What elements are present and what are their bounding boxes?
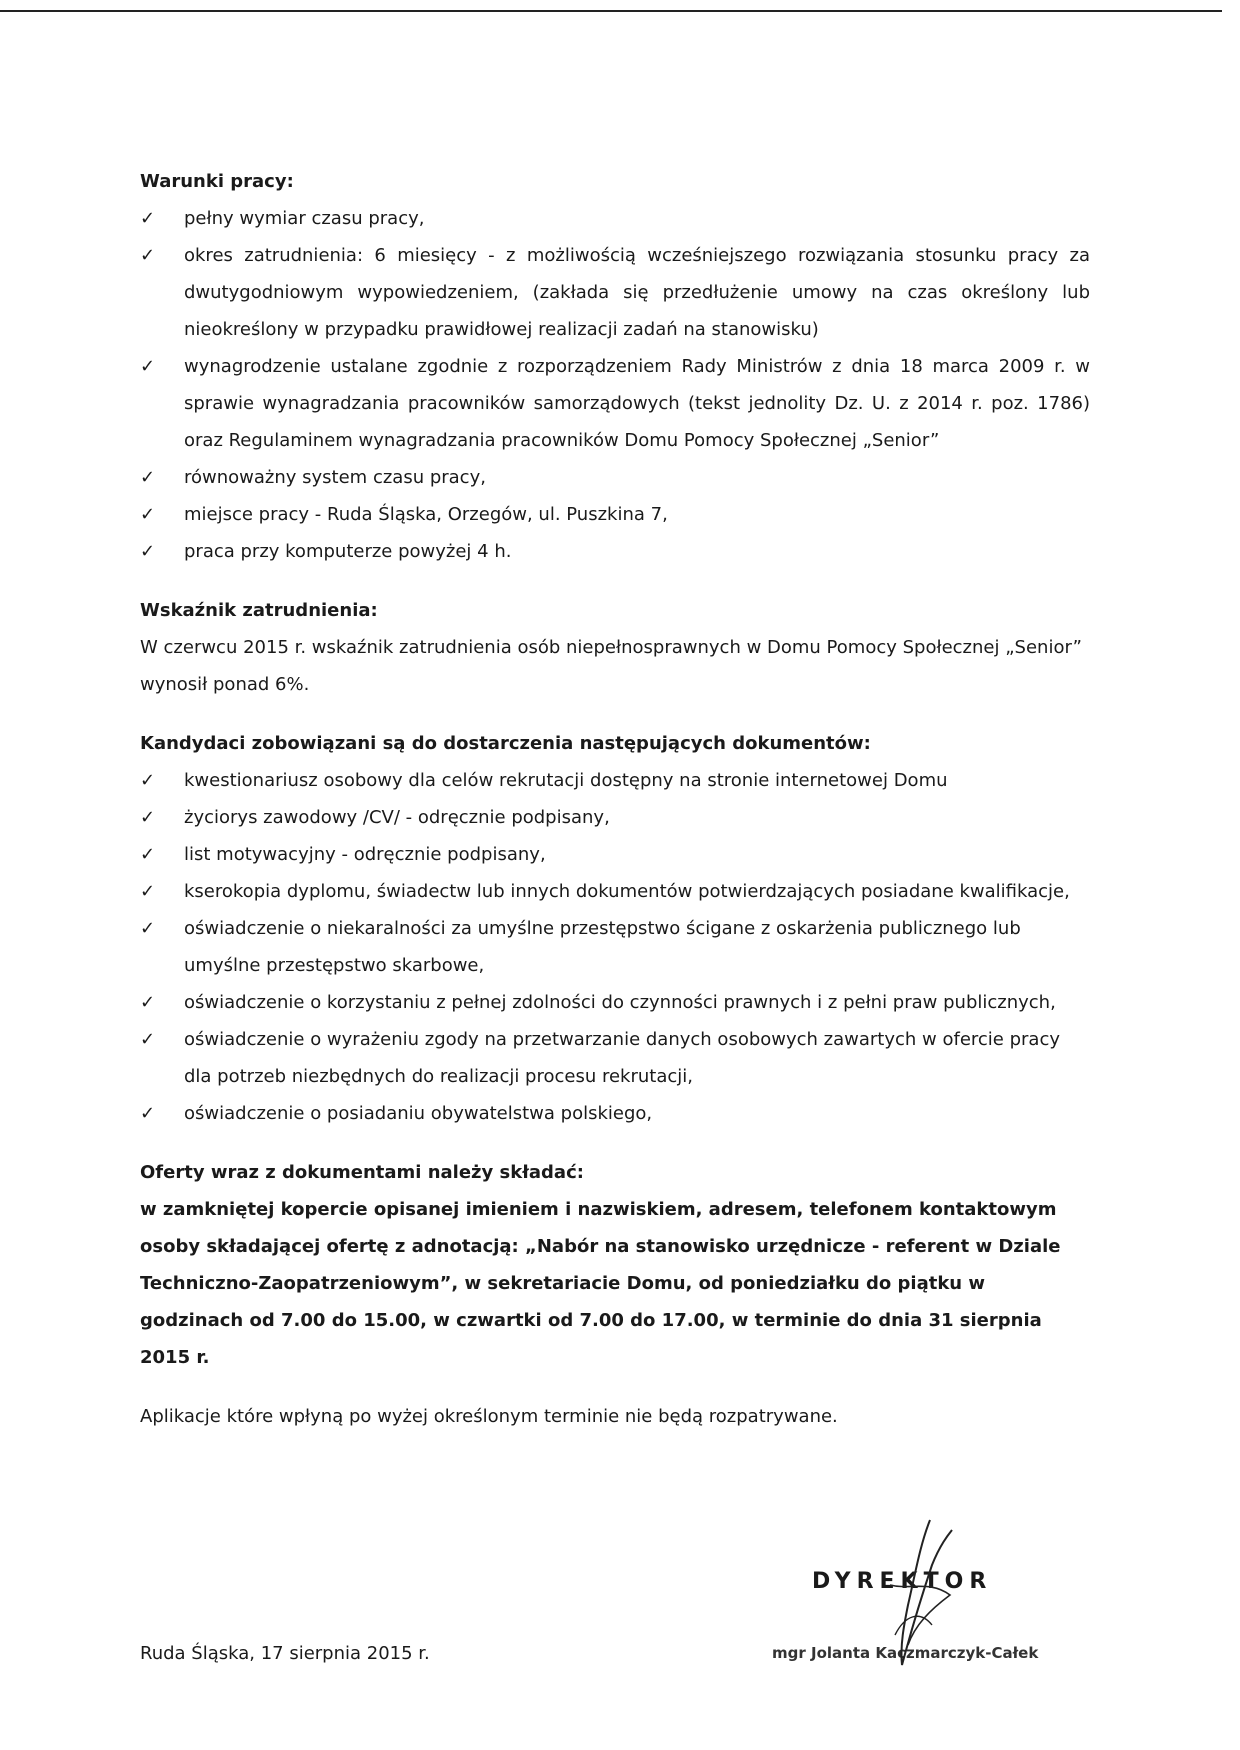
- signature-block: [140, 1535, 1090, 1665]
- list-item: [140, 1095, 1090, 1132]
- list-item: [140, 762, 1090, 799]
- section-employment-index: [140, 592, 1090, 703]
- check-icon: ✓: [140, 208, 156, 229]
- list-item: [140, 1021, 1090, 1095]
- check-icon: ✓: [140, 541, 156, 562]
- handwritten-signature: [860, 1515, 970, 1675]
- place-date: Ruda Śląska, 17 sierpnia 2015 r.: [140, 1643, 430, 1664]
- check-icon: ✓: [140, 1029, 156, 1050]
- list-item: [140, 873, 1090, 910]
- documents-heading: Kandydaci zobowiązani są do dostarczenia następujących dokumentów:: [140, 733, 871, 754]
- list-item: [140, 836, 1090, 873]
- check-icon: ✓: [140, 881, 156, 902]
- list-item: [140, 348, 1090, 459]
- check-icon: ✓: [140, 992, 156, 1013]
- list-item-text: pełny wymiar czasu pracy,: [184, 208, 425, 229]
- employment-index-heading: Wskaźnik zatrudnienia:: [140, 600, 378, 621]
- check-icon: ✓: [140, 467, 156, 488]
- check-icon: ✓: [140, 356, 156, 377]
- list-item-text: oświadczenie o posiadaniu obywatelstwa polskiego,: [184, 1103, 653, 1124]
- list-item: [140, 459, 1090, 496]
- list-item-text: oświadczenie o wyrażeniu zgody na przetwarzanie danych osobowych zawartych w ofercie pracy dla potrzeb niezbędnych do realizacji procesu rekrutacji,: [184, 1029, 1061, 1087]
- check-icon: ✓: [140, 245, 156, 266]
- check-icon: ✓: [140, 770, 156, 791]
- deadline-note: Aplikacje które wpłyną po wyżej określonym terminie nie będą rozpatrywane.: [140, 1406, 838, 1427]
- list-item-text: oświadczenie o niekaralności za umyślne przestępstwo ścigane z oskarżenia publicznego lub umyślne przestępstwo skarbowe,: [184, 918, 1021, 976]
- list-item: [140, 237, 1090, 348]
- check-icon: ✓: [140, 504, 156, 525]
- list-item: [140, 984, 1090, 1021]
- check-icon: ✓: [140, 844, 156, 865]
- check-icon: ✓: [140, 1103, 156, 1124]
- list-item-text: równoważny system czasu pracy,: [184, 467, 486, 488]
- list-item: [140, 799, 1090, 836]
- list-item-text: miejsce pracy - Ruda Śląska, Orzegów, ul. Puszkina 7,: [184, 504, 668, 525]
- list-item-text: praca przy komputerze powyżej 4 h.: [184, 541, 512, 562]
- list-item-text: życiorys zawodowy /CV/ - odręcznie podpisany,: [184, 807, 610, 828]
- list-item-text: list motywacyjny - odręcznie podpisany,: [184, 844, 546, 865]
- list-item-text: kwestionariusz osobowy dla celów rekrutacji dostępny na stronie internetowej Domu: [184, 770, 948, 791]
- list-item-text: okres zatrudnienia: 6 miesięcy - z możliwością wcześniejszego rozwiązania stosunku pracy za dwutygodniowym wypowiedzeniem, (zakłada się przedłużenie umowy na czas określony lub nieokreślony w przypadku prawidłowej realizacji zadań na stanowisku): [184, 245, 1090, 340]
- list-item: [140, 533, 1090, 570]
- section-conditions: [140, 163, 1090, 570]
- check-icon: ✓: [140, 918, 156, 939]
- list-item-text: oświadczenie o korzystaniu z pełnej zdolności do czynności prawnych i z pełni praw publicznych,: [184, 992, 1056, 1013]
- document-body: [140, 163, 1090, 1435]
- list-item-text: kserokopia dyplomu, świadectw lub innych dokumentów potwierdzających posiadane kwalifikacje,: [184, 881, 1070, 902]
- list-item-text: wynagrodzenie ustalane zgodnie z rozporządzeniem Rady Ministrów z dnia 18 marca 2009 r. w sprawie wynagradzania pracowników samorządowych (tekst jednolity Dz. U. z 2014 r. poz. 1786) oraz Regulaminem wynagradzania pracowników Domu Pomocy Społecznej „Senior”: [184, 356, 1090, 451]
- submission-text: w zamkniętej kopercie opisanej imieniem i nazwiskiem, adresem, telefonem kontaktowym osoby składającej ofertę z adnotacją: „Nabór na stanowisko urzędnicze - referent w Dziale Techniczno-Zaopatrzeniowym”, w sekretariacie Domu, od poniedziałku do piątku w godzinach od 7.00 do 15.00, w czwartki od 7.00 do 17.00, w terminie do dnia 31 sierpnia 2015 r.: [140, 1199, 1061, 1368]
- conditions-heading: Warunki pracy:: [140, 171, 294, 192]
- list-item: [140, 910, 1090, 984]
- director-name: mgr Jolanta Kaczmarczyk-Całek: [772, 1644, 1039, 1662]
- section-documents: [140, 725, 1090, 1132]
- top-rule: [0, 10, 1222, 12]
- list-item: [140, 496, 1090, 533]
- section-submission: [140, 1154, 1090, 1376]
- list-item: [140, 200, 1090, 237]
- submission-heading: Oferty wraz z dokumentami należy składać:: [140, 1162, 584, 1183]
- check-icon: ✓: [140, 807, 156, 828]
- documents-list: [140, 762, 1090, 1132]
- employment-index-text: W czerwcu 2015 r. wskaźnik zatrudnienia osób niepełnosprawnych w Domu Pomocy Społecznej „Senior” wynosił ponad 6%.: [140, 637, 1082, 695]
- director-title: DYREKTOR: [812, 1569, 993, 1594]
- conditions-list: [140, 200, 1090, 570]
